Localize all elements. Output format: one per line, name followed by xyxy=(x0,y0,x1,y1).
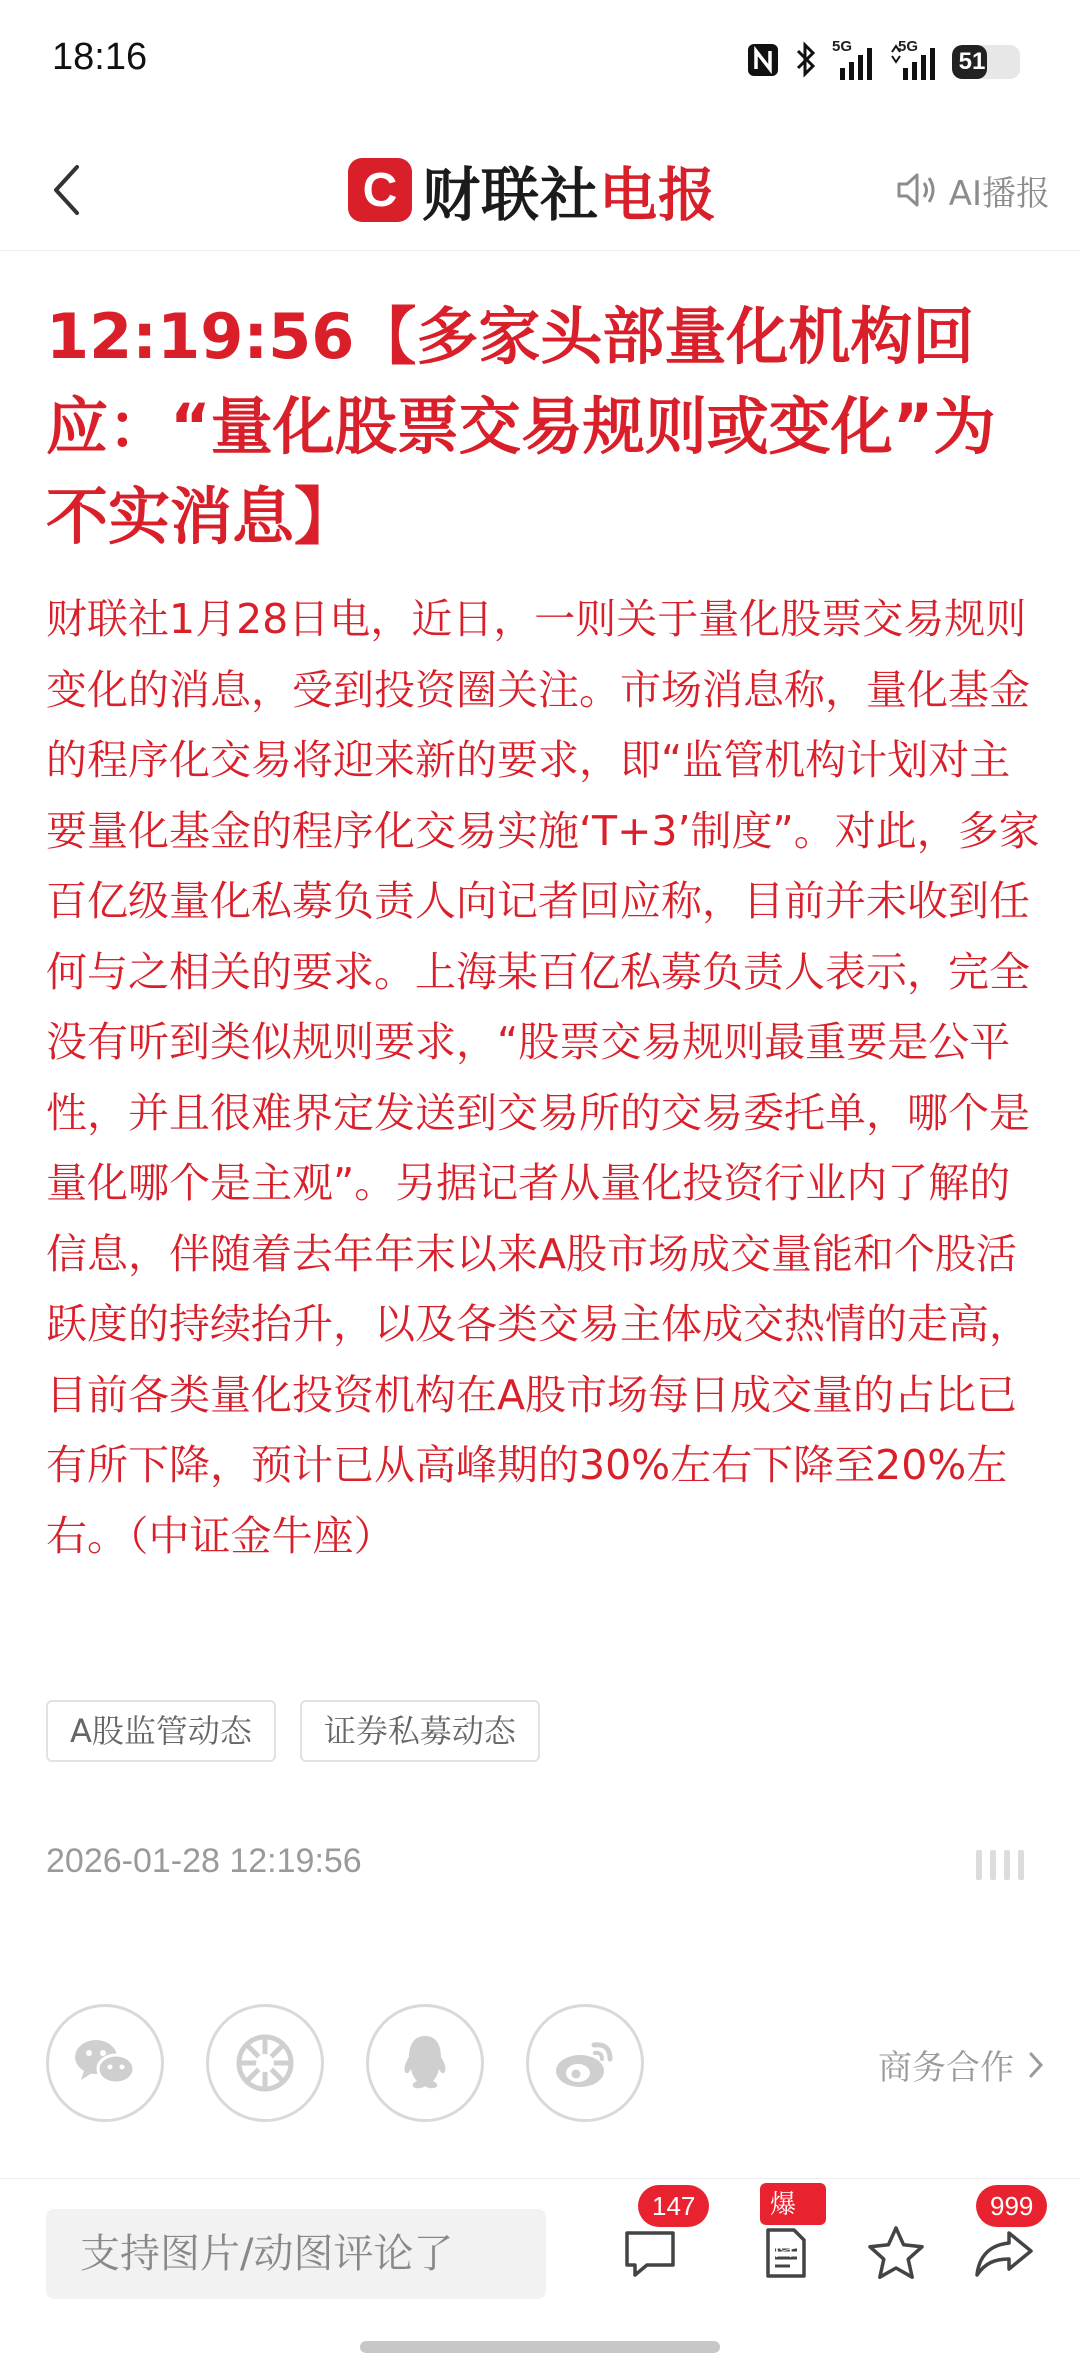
brand-logo xyxy=(348,150,717,230)
share-button[interactable] xyxy=(964,2191,1044,2293)
signal-5g-icon: 5G xyxy=(832,42,876,82)
battery-text: 51 xyxy=(958,48,986,75)
dot xyxy=(990,1850,996,1880)
report-button[interactable] xyxy=(746,2189,826,2293)
chevron-left-icon xyxy=(51,163,81,217)
moments-icon xyxy=(234,2032,296,2094)
dot xyxy=(1018,1850,1024,1880)
bluetooth-icon xyxy=(794,41,818,83)
share-count-badge: 999 xyxy=(976,2185,1047,2227)
battery-icon xyxy=(952,45,1020,79)
publish-time: 2026-01-28 12:19:56 xyxy=(46,1842,362,1880)
comments-button[interactable] xyxy=(610,2191,696,2293)
brand-name: 财联社 xyxy=(422,161,600,229)
speaker-icon xyxy=(895,170,939,210)
comment-count-badge: 147 xyxy=(638,2185,709,2227)
ai-broadcast-label: AI播报 xyxy=(948,173,1050,214)
article-title: 12:19:56【多家头部量化机构回应：“量化股票交易规则或变化”为不实消息】 xyxy=(46,300,996,553)
dot xyxy=(1004,1850,1010,1880)
star-icon xyxy=(866,2224,926,2282)
comment-icon xyxy=(621,2225,679,2281)
signal-5g-icon: 5G xyxy=(890,42,938,82)
loading-dots xyxy=(976,1850,1024,1880)
chevron-right-icon xyxy=(1028,2051,1044,2079)
share-row xyxy=(46,2004,644,2122)
share-wechat-button[interactable] xyxy=(46,2004,164,2122)
bottom-action-bar xyxy=(0,2178,1080,2377)
tag-a-share-regulation[interactable]: A股监管动态 xyxy=(46,1700,276,1762)
nfc-icon xyxy=(746,42,780,82)
business-cooperation-link[interactable] xyxy=(878,2040,1044,2089)
wechat-icon xyxy=(72,2035,138,2091)
status-icons xyxy=(746,40,1020,84)
share-icon xyxy=(973,2227,1035,2279)
article-tags xyxy=(46,1700,540,1762)
ai-broadcast-button[interactable] xyxy=(895,166,1050,214)
comment-input[interactable]: 支持图片/动图评论了 xyxy=(46,2209,546,2299)
dot xyxy=(976,1850,982,1880)
article-body: 财联社1月28日电，近日，一则关于量化股票交易规则变化的消息，受到投资圈关注。市场消息称，量化基金的程序化交易将迎来新的要求，即“监管机构计划对主要量化基金的程序化交易实施‘T+3’制度”。对此，多家百亿级量化私募负责人向记者回应称，目前并未收到任何与之相关的要求。上海某百亿私募负责人表示，完全没有听到类似规则要求，“股票交易规则最重要是公平性，并且很难界定发送到交易所的交易委托单，哪个是量化哪个是主观”。另据记者从量化投资行业内了解的信息，伴随着去年年末以来A股市场成交量能和个股活跃度的持续抬升，以及各类交易主体成交热情的走高，目前各类量化投资机构在A股市场每日成交量的占比已有所下降，预计已从高峰期的30%左右下降至20%左右。（中证金牛座） xyxy=(46,595,1040,1560)
report-badge: 爆料 xyxy=(760,2183,826,2225)
favorite-button[interactable] xyxy=(856,2213,936,2293)
app-header xyxy=(0,130,1080,251)
business-cooperation-label: 商务合作 xyxy=(878,2048,1014,2088)
status-bar xyxy=(0,0,1080,120)
back-button[interactable] xyxy=(36,150,96,230)
share-weibo-button[interactable] xyxy=(526,2004,644,2122)
brand-name-highlight: 电报 xyxy=(599,161,718,229)
share-moments-button[interactable] xyxy=(206,2004,324,2122)
status-time: 18:16 xyxy=(52,36,148,78)
home-indicator[interactable] xyxy=(360,2341,720,2353)
tag-private-fund[interactable]: 证券私募动态 xyxy=(300,1700,540,1762)
weibo-icon xyxy=(552,2035,618,2091)
share-qq-button[interactable] xyxy=(366,2004,484,2122)
brand-logo-mark: C xyxy=(348,158,412,222)
qq-icon xyxy=(400,2033,450,2093)
